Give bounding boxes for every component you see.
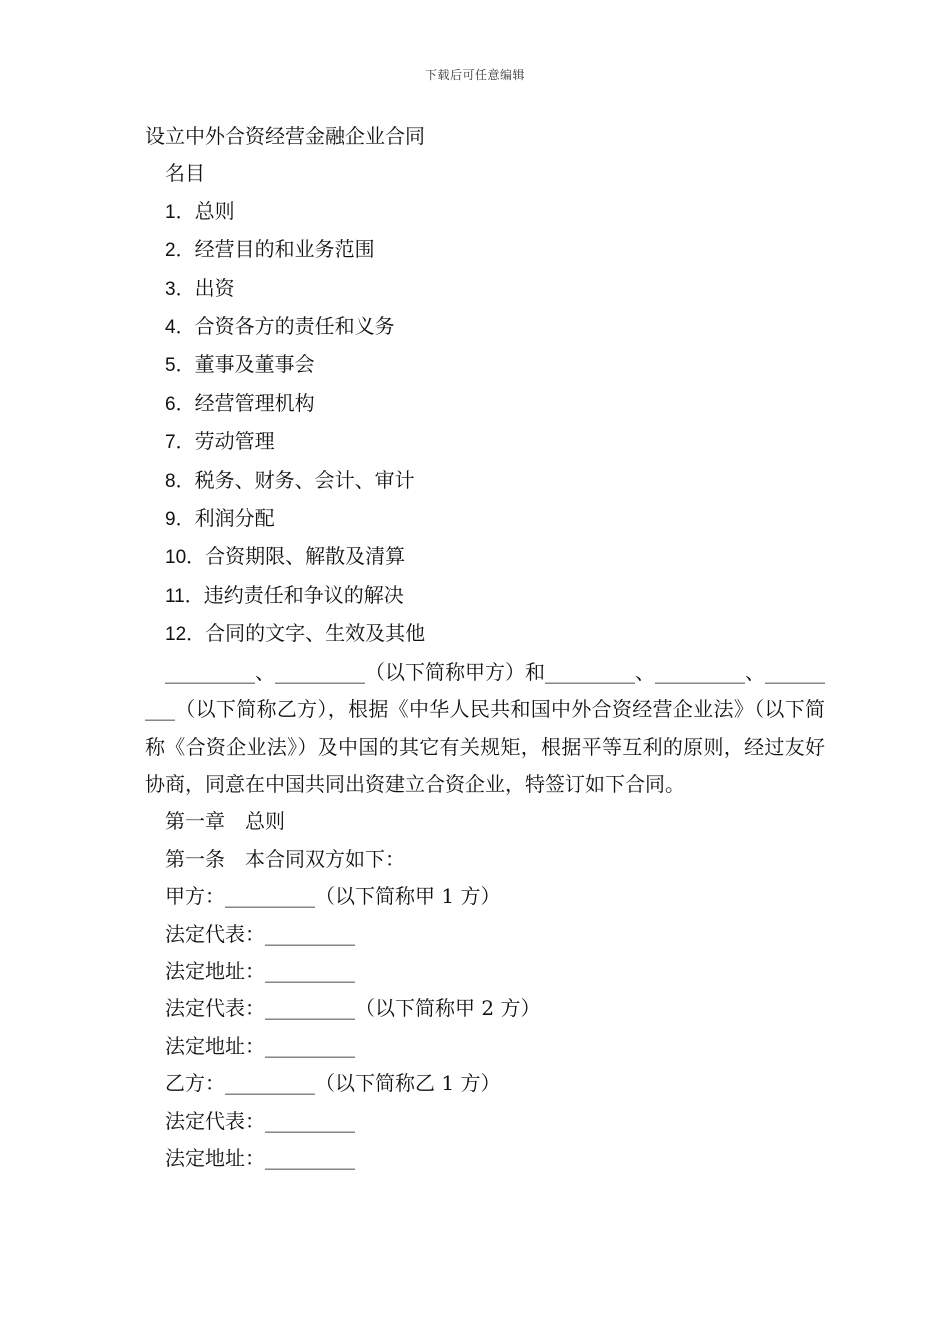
toc-item-number: 1．: [165, 201, 195, 223]
page-header: 下载后可任意编辑: [424, 68, 525, 82]
toc-item-label: 违约责任和争议的解决: [203, 582, 404, 607]
table-of-contents: [145, 193, 825, 654]
preamble-paragraph: _________、_________（以下简称甲方）和_________、_________、_________（以下简称乙方），根据《中华人民共和国中外合资经营企业法》（以下简称《合资企业法》）及中国的其它有关规矩，根据平等互利的原则，经过友好协商，同意在中国共同出资建立合资企业，特签订如下合同。: [145, 659, 825, 796]
toc-item: [145, 193, 825, 231]
article-heading: 第一条 本合同双方如下：: [165, 846, 405, 871]
toc-item: [145, 346, 825, 384]
chapter-heading: 第一章 总则: [165, 809, 285, 834]
toc-item: [145, 308, 825, 346]
party-line: 法定代表：_________（以下简称甲 2 方）: [165, 996, 541, 1021]
toc-item-number: 9．: [165, 509, 195, 531]
document-body: [145, 118, 825, 1177]
toc-item-label: 劳动管理: [194, 429, 275, 454]
toc-item-number: 12．: [165, 624, 206, 646]
toc-item-number: 4．: [165, 317, 195, 339]
toc-item: [145, 500, 825, 538]
toc-item-number: 7．: [165, 432, 195, 454]
document-title: 设立中外合资经营金融企业合同: [145, 124, 425, 148]
toc-item-label: 合同的文字、生效及其他: [205, 621, 426, 646]
toc-item: [145, 423, 825, 461]
toc-item-number: 3．: [165, 278, 195, 300]
party-line: 法定地址：_________: [165, 1145, 355, 1170]
toc-item: [145, 385, 825, 423]
toc-item: [145, 577, 825, 615]
toc-item: [145, 615, 825, 653]
toc-heading: 名目: [165, 161, 205, 186]
toc-item-label: 税务、财务、会计、审计: [194, 467, 415, 492]
toc-item-number: 5．: [165, 355, 195, 377]
toc-item: [145, 462, 825, 500]
toc-item: [145, 538, 825, 576]
toc-item-label: 利润分配: [194, 506, 275, 531]
toc-item-label: 董事及董事会: [194, 352, 315, 377]
party-line: 法定地址：_________: [165, 1033, 355, 1058]
toc-item-number: 11．: [165, 585, 204, 607]
party-line: 法定代表：_________: [165, 1108, 355, 1133]
party-line: 乙方：_________（以下简称乙 1 方）: [165, 1071, 501, 1096]
party-line: 甲方：_________（以下简称甲 1 方）: [165, 884, 501, 909]
toc-item-label: 经营管理机构: [194, 390, 315, 415]
toc-item-number: 6．: [165, 393, 195, 415]
toc-item-label: 出资: [194, 275, 235, 300]
toc-item-label: 合资期限、解散及清算: [205, 544, 406, 569]
toc-item: [145, 270, 825, 308]
toc-item-label: 经营目的和业务范围: [194, 237, 375, 262]
toc-item-number: 10．: [165, 547, 206, 569]
party-list: [145, 878, 825, 1177]
party-line: 法定地址：_________: [165, 958, 355, 983]
toc-item-number: 2．: [165, 240, 195, 262]
toc-item: [145, 231, 825, 269]
toc-item-label: 合资各方的责任和义务: [194, 314, 395, 339]
party-line: 法定代表：_________: [165, 921, 355, 946]
toc-item-number: 8．: [165, 470, 195, 492]
toc-item-label: 总则: [194, 198, 235, 223]
